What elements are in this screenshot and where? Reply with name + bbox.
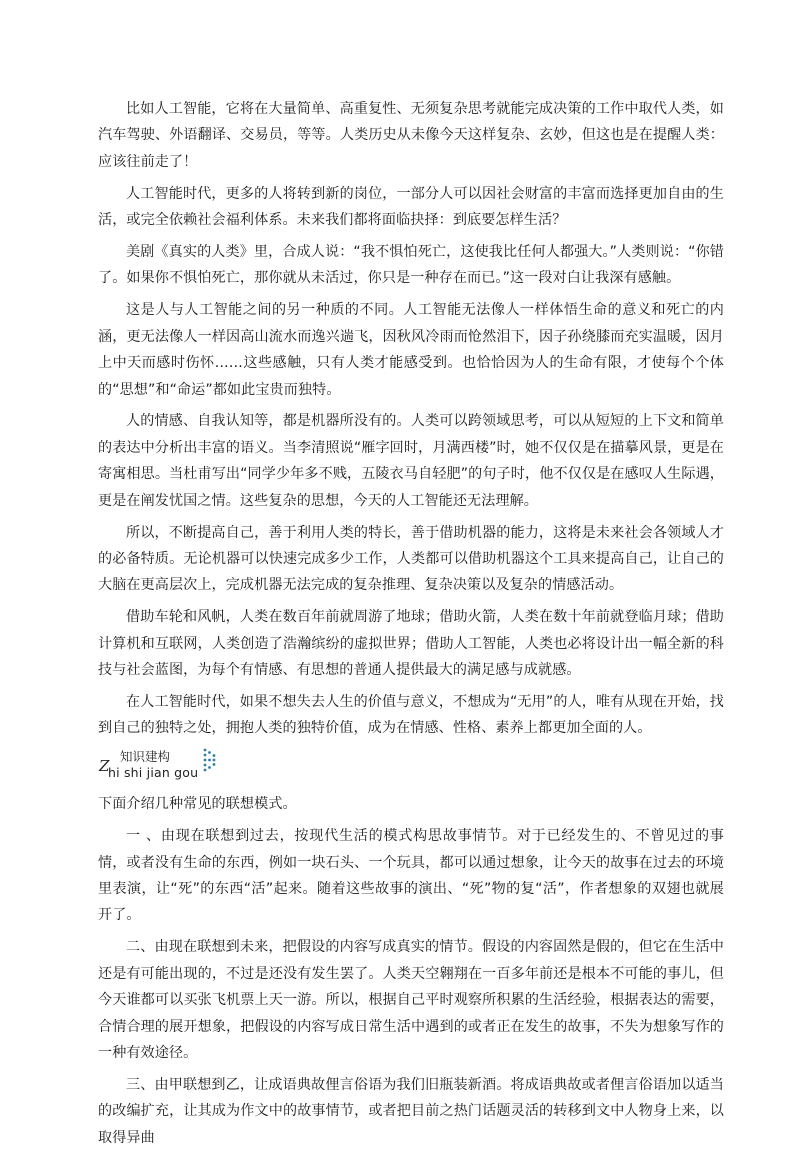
section-label-pinyin: hi shi jian gou xyxy=(108,765,199,781)
paragraph-2: 人工智能时代，更多的人将转到新的岗位，一部分人可以因社会财富的丰富而选择更加自由的生活，或完全依赖社会福利体系。未来我们都将面临抉择：到底要怎样生活？ xyxy=(98,185,724,229)
paragraph-8: 在人工智能时代，如果不想失去人生的价值与意义，不想成为“无用”的人，唯有从现在开始，找到自己的独特之处，拥抱人类的独特价值，成为在情感、性格、素养上都更加全面的人。 xyxy=(98,694,724,737)
intro-line: 下面介绍几种常见的联想模式。 xyxy=(98,796,297,813)
paragraph-4: 这是人与人工智能之间的另一种质的不同。人工智能无法像人一样体悟生命的意义和死亡的内涵，更无法像人一样因高山流水而逸兴遄飞，因秋风冷雨而怆然泪下，因子孙绕膝而充实温暖，因月上中天而感时伤怀……这些感触，只有人类才能感受到。也恰恰因为人的生命有限，才使每个个体的“思想”和“命运”都如此宝贵而独特。 xyxy=(98,302,724,398)
paragraph-7: 借助车轮和风帆，人类在数百年前就周游了地球；借助火箭，人类在数十年前就登临月球；借助计算机和互联网，人类创造了浩瀚缤纷的虚拟世界；借助人工智能，人类也必将设计出一幅全新的科技与社会蓝图，为每个有情感、有思想的普通人提供最大的满足感与成就感。 xyxy=(98,609,724,679)
paragraph-1: 比如人工智能，它将在大量简单、高重复性、无须复杂思考就能完成决策的工作中取代人类，如汽车驾驶、外语翻译、交易员，等等。人类历史从未像今天这样复杂、玄妙，但这也是在提醒人类：应该往前走了！ xyxy=(98,101,724,170)
paragraph-3: 美剧《真实的人类》里，合成人说：“我不惧怕死亡，这使我比任何人都强大。”人类则说：“你错了。如果你不惧怕死亡，那你就从未活过，你只是一种存在而已。”这一段对白让我深有感触。 xyxy=(98,244,724,287)
section-label-chinese: 知识建构 xyxy=(120,749,171,765)
dotted-arrow-icon xyxy=(202,747,218,773)
paragraph-mode-1: 一 、由现在联想到过去，按现代生活的模式构思故事情节。对于已经发生的、不曾见过的事情，或者没有生命的东西，例如一块石头、一个玩具，都可以通过想象，让今天的故事在过去的环境里表演，让“死”的东西“活”起来。随着这些故事的演出、“死”物的复“活”，作者想象的双翅也就展开了。 xyxy=(98,828,724,924)
section-label-initial: Z xyxy=(99,757,110,776)
document-body xyxy=(98,96,724,1157)
paragraph-6: 所以，不断提高自己，善于利用人类的特长，善于借助机器的能力，这将是未来社会各领域人才的必备特质。无论机器可以快速完成多少工作，人类都可以借助机器这个工具来提高自己，让自己的大脑在更高层次上，完成机器无法完成的复杂推理、复杂决策以及复杂的情感活动。 xyxy=(98,524,724,594)
paragraph-mode-3: 三、由甲联想到乙，让成语典故俚言俗语为我们旧瓶装新酒。将成语典故或者俚言俗语加以适当的改编扩充，让其成为作文中的故事情节，或者把目前之热门话题灵活的转移到文中人物身上来，以取得异曲 xyxy=(98,1076,724,1146)
paragraph-5: 人的情感、自我认知等，都是机器所没有的。人类可以跨领域思考，可以从短短的上下文和简单的表达中分析出丰富的语义。当李清照说“雁字回时，月满西楼”时，她不仅仅是在描摹风景，更是在寄寓相思。当杜甫写出“同学少年多不贱，五陵衣马自轻肥”的句子时，他不仅仅是在感叹人生际遇，更是在阐发忧国之情。这些复杂的思想，今天的人工智能还无法理解。 xyxy=(98,413,724,509)
section-label-knowledge-construction xyxy=(98,747,724,785)
paragraph-mode-2: 二、由现在联想到未来，把假设的内容写成真实的情节。假设的内容固然是假的，但它在生活中还是有可能出现的，不过是还没有发生罢了。人类天空翱翔在一百多年前还是根本不可能的事儿，但今天谁都可以买张飞机票上天一游。所以，根据自己平时观察所积累的生活经验，根据表达的需要，合情合理的展开想象，把假设的内容写成日常生活中遇到的或者正在发生的故事，不失为想象写作的一种有效途径。 xyxy=(98,939,724,1061)
